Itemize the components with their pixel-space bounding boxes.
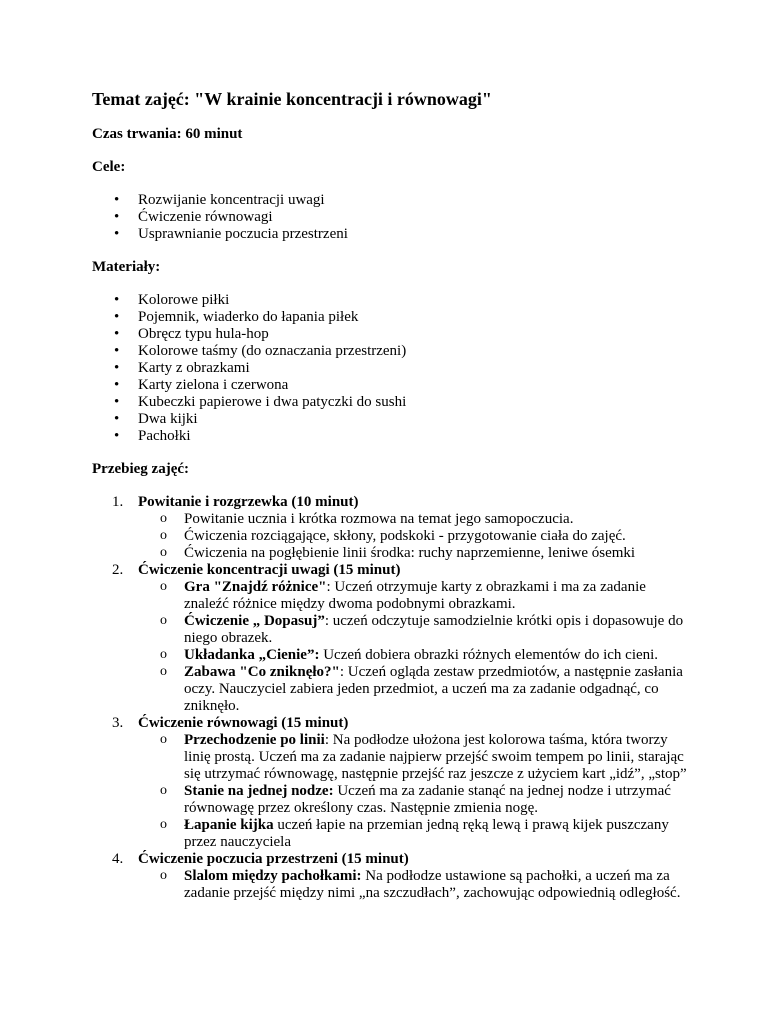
step-subitems: [138, 511, 692, 562]
material-item: • Pachołki: [92, 428, 692, 445]
step-number: 2.: [112, 562, 124, 578]
material-item: • Obręcz typu hula-hop: [92, 326, 692, 343]
material-item: • Kubeczki papierowe i dwa patyczki do sushi: [92, 394, 692, 411]
course-heading: Przebieg zajęć:: [92, 461, 190, 477]
document-page: [92, 88, 692, 902]
step-title: Ćwiczenie poczucia przestrzeni (15 minut): [138, 851, 409, 867]
material-item: • Karty zielona i czerwona: [92, 377, 692, 394]
sub-item: [138, 528, 692, 545]
sub-item-bold: Slalom między pachołkami:: [184, 868, 362, 884]
step-number: 4.: [112, 851, 124, 867]
sub-item-text: Ćwiczenia na pogłębienie linii środka: ruchy naprzemienne, leniwe ósemki: [184, 545, 636, 561]
sub-item-bold: Zabawa "Co zniknęło?": [184, 664, 340, 680]
sub-item: [138, 545, 692, 562]
material-item: • Karty z obrazkami: [92, 360, 692, 377]
sub-item: [138, 613, 692, 647]
sub-item-text: Powitanie ucznia i krótka rozmowa na temat jego samopoczucia.: [184, 511, 574, 527]
sub-item-bold: Przechodzenie po linii: [184, 732, 325, 748]
step-subitems: [138, 579, 692, 715]
goals-heading: Cele:: [92, 159, 126, 175]
sub-item: [138, 817, 692, 851]
step-item: [92, 715, 692, 851]
sub-item-text: Ćwiczenia rozciągające, skłony, podskoki - przygotowanie ciała do zajęć.: [184, 528, 626, 544]
material-item: • Kolorowe piłki: [92, 292, 692, 309]
course-steps-list: [92, 494, 692, 902]
materials-list: [92, 292, 692, 445]
step-title: Powitanie i rozgrzewka (10 minut): [138, 494, 359, 510]
sub-item-bold: Gra "Znajdź różnice": [184, 579, 327, 595]
sub-item: [138, 579, 692, 613]
goals-list: [92, 192, 692, 243]
sub-item-text: : Na podłodze ułożona jest kolorowa taśma, która tworzy linię prostą. Uczeń ma za zadanie najpierw przejść swoim tempem po linii, starając się utrzymać równowagę, następnie przejść raz jeszcze z użyciem kart „idź”, „stop”: [184, 732, 687, 782]
sub-item-bold: Układanka „Cienie”:: [184, 647, 320, 663]
step-item: [92, 494, 692, 562]
material-item: • Kolorowe taśmy (do oznaczania przestrzeni): [92, 343, 692, 360]
step-subitems: [138, 868, 692, 902]
goal-item: • Ćwiczenie równowagi: [92, 209, 692, 226]
sub-item: [138, 732, 692, 783]
sub-item-text: Na podłodze ustawione są pachołki, a uczeń ma za zadanie przejść między nimi „na szczudłach”, zachowując odpowiednią odległość.: [184, 868, 681, 901]
sub-item-text: Uczeń dobiera obrazki różnych elementów do ich cieni.: [319, 647, 659, 663]
step-item: [92, 851, 692, 902]
sub-item-text: : Uczeń ogląda zestaw przedmiotów, a następnie zasłania oczy. Nauczyciel zabiera jeden przedmiot, a uczeń ma za zadanie odgadnąć, co zniknęło.: [184, 664, 683, 714]
goal-item: • Rozwijanie koncentracji uwagi: [92, 192, 692, 209]
document-title: Temat zajęć: "W krainie koncentracji i równowagi": [92, 89, 492, 109]
sub-item-text: Uczeń ma za zadanie stanąć na jednej nodze i utrzymać równowagę przez określony czas. Następnie zmienia nogę.: [184, 783, 671, 816]
goal-item: • Usprawnianie poczucia przestrzeni: [92, 226, 692, 243]
step-title: Ćwiczenie równowagi (15 minut): [138, 715, 349, 731]
step-title: Ćwiczenie koncentracji uwagi (15 minut): [138, 562, 401, 578]
duration-line: Czas trwania: 60 minut: [92, 126, 243, 142]
sub-item: [138, 868, 692, 902]
sub-item-text: : Uczeń otrzymuje karty z obrazkami i ma za zadanie znaleźć różnice między dwoma podobnymi obrazkami.: [184, 579, 646, 612]
materials-heading: Materiały:: [92, 259, 161, 275]
sub-item: [138, 647, 692, 664]
sub-item-text: : uczeń odczytuje samodzielnie krótki opis i dopasowuje do niego obrazek.: [184, 613, 684, 646]
sub-item: [138, 783, 692, 817]
material-item: • Dwa kijki: [92, 411, 692, 428]
step-item: [92, 562, 692, 715]
sub-item-bold: Łapanie kijka: [184, 817, 274, 833]
material-item: • Pojemnik, wiaderko do łapania piłek: [92, 309, 692, 326]
sub-item-text: uczeń łapie na przemian jedną ręką lewą i prawą kijek puszczany przez nauczyciela: [184, 817, 669, 850]
sub-item: [138, 664, 692, 715]
sub-item-bold: Ćwiczenie „ Dopasuj”: [184, 613, 325, 629]
step-number: 1.: [112, 494, 124, 510]
sub-item-bold: Stanie na jednej nodze:: [184, 783, 334, 799]
step-number: 3.: [112, 715, 124, 731]
sub-item: [138, 511, 692, 528]
step-subitems: [138, 732, 692, 851]
